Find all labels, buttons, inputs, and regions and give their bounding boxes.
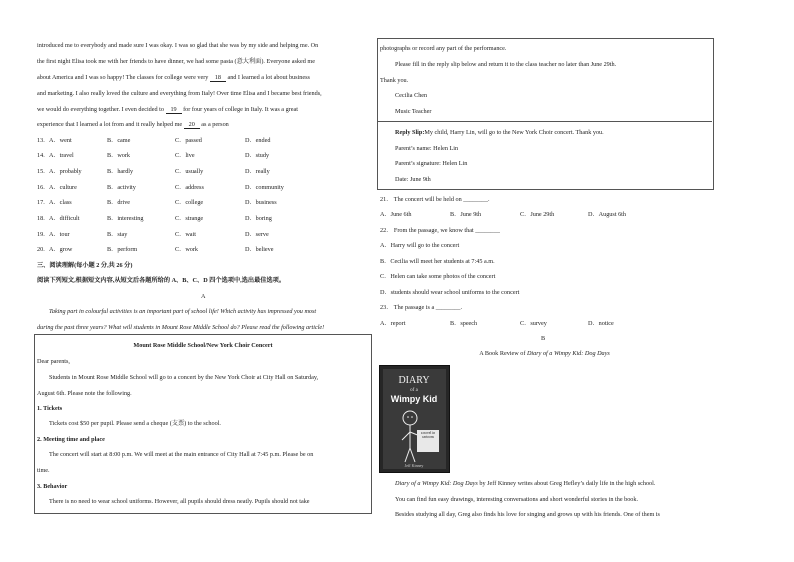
option-b: B．hardly [107, 168, 134, 175]
option-b: B．stay [107, 231, 128, 238]
option-num: 13. [37, 137, 45, 144]
parent-signature: Parent’s signature: Helen Lin [395, 160, 468, 167]
blank-19: 19 [166, 106, 182, 114]
notice-heading-behavior: 3. Behavior [37, 483, 68, 490]
review-line [395, 480, 655, 487]
q23-option-b: B．speech [450, 320, 478, 327]
option-num: 20. [37, 246, 45, 253]
review-book-name: Diary of a Wimpy Kid: Dog Days [395, 480, 478, 487]
cover-title-line1: DIARY [398, 375, 430, 386]
q21-option-c: C．June 29th [520, 211, 555, 218]
option-d: D．believe [245, 246, 274, 253]
option-b: B．work [107, 152, 131, 159]
intro-line: Taking part in colourful activities is an important part of school life! Which activity has impressed you most [49, 308, 317, 315]
option-c: C．address [175, 184, 204, 191]
notice-continued: Please fill in the reply slip below and return it to the class teacher no later than June 29th. [395, 61, 617, 68]
notice-greeting: Dear parents, [37, 358, 70, 365]
q21-option-b: B．June 9th [450, 211, 482, 218]
q22-option-c: C．Helen can take some photos of the concert [380, 273, 496, 280]
option-num: 16. [37, 184, 45, 191]
option-c: C．college [175, 199, 204, 206]
cover-author: Jeff Kinney [404, 463, 424, 468]
notice-body: Students in Mount Rose Middle School will go to a concert by the New York Choir at City Hall on Saturday, [49, 374, 319, 381]
option-a: A．difficult [49, 215, 80, 222]
reply-slip [395, 129, 604, 136]
review-title-book: Diary of a Wimpy Kid: Dog Days [526, 350, 610, 357]
passage-text: and I learned a lot about business [227, 74, 310, 81]
blank-18: 18 [210, 74, 226, 82]
option-num: 19. [37, 231, 45, 238]
option-num: 17. [37, 199, 45, 206]
notice-tickets: Tickets cost $50 per pupil. Please send a cheque (支票) to the school. [49, 420, 221, 427]
question-23: 23． The passage is a ________. [380, 304, 463, 311]
notice-title: Mount Rose Middle School/New York Choir Concert [133, 342, 273, 349]
option-b: B．interesting [107, 215, 144, 222]
option-d: D．boring [245, 215, 272, 222]
passage-line: introduced me to everybody and made sure I was okay. I was so glad that she was by my side and helping me. On [37, 42, 319, 49]
reply-slip-label: Reply Slip: [395, 129, 425, 136]
review-title-prefix: A Book Review of [479, 350, 527, 357]
option-c: C．live [175, 152, 195, 159]
notice-signer-title: Music Teacher [395, 108, 432, 115]
option-c: C．usually [175, 168, 204, 175]
option-b: B．perform [107, 246, 138, 253]
notice-heading-meeting: 2. Meeting time and place [37, 436, 105, 443]
option-d: D．community [245, 184, 284, 191]
reply-divider [378, 121, 712, 122]
option-b: B．came [107, 137, 131, 144]
option-a: A．travel [49, 152, 74, 159]
passage-line: and marketing. I also really loved the culture and everything from Italy! Over time Elisa and I became best friends, [37, 90, 322, 97]
book-cover-image [379, 365, 450, 473]
review-title [377, 350, 712, 357]
notice-heading-tickets: 1. Tickets [37, 405, 63, 412]
intro-line: during the past three years? What will students in Mount Rose Middle School do? Please read the following article! [37, 324, 325, 331]
q22-option-d: D．students should wear school uniforms to the concert [380, 289, 520, 296]
option-d: D．serve [245, 231, 269, 238]
cover-subtitle: a novel in cartoons [420, 431, 436, 439]
option-c: C．strange [175, 215, 204, 222]
passage-line [37, 121, 229, 129]
review-line: Besides studying all day, Greg also finds his love for singing and grows up with his friends. One of them is [395, 511, 660, 518]
notice-behavior: There is no need to wear school uniforms. However, all pupils should dress neatly. Pupils should not take [49, 498, 310, 505]
passage-text: we would do everything together. I even decided to [37, 106, 164, 113]
option-d: D．ended [245, 137, 271, 144]
notice-continued: Thank you. [380, 77, 409, 84]
notice-continued: photographs or record any part of the performance. [380, 45, 507, 52]
passage-text: about America and I was so happy! The classes for college were very [37, 74, 209, 81]
q23-option-a: A．report [380, 320, 406, 327]
cover-title-line3: Wimpy Kid [390, 394, 438, 404]
q22-option-b: B．Cecilia will meet her students at 7:45 a.m. [380, 258, 495, 265]
option-b: B．activity [107, 184, 136, 191]
notice-signer: Cecilia Chen [395, 92, 428, 99]
option-c: C．passed [175, 137, 202, 144]
book-cover-art [380, 366, 449, 472]
notice-meeting: The concert will start at 8:00 p.m. We will meet at the main entrance of City Hall at 7:45 p.m. Please be on [49, 451, 314, 458]
review-line: You can find fun easy drawings, interesting conversations and short wonderful stories in the book. [395, 496, 639, 503]
parent-name: Parent’s name: Helen Lin [395, 145, 459, 152]
option-a: A．class [49, 199, 72, 206]
passage-line [37, 74, 310, 82]
question-22: 22． From the passage, we know that ________ [380, 227, 500, 234]
q21-option-a: A．June 6th [380, 211, 412, 218]
reply-date: Date: June 9th [395, 176, 431, 183]
option-d: D．business [245, 199, 277, 206]
option-d: D．really [245, 168, 270, 175]
review-text: by Jeff Kinney writes about Greg Hefley’s daily life in the high school. [477, 480, 656, 487]
option-c: C．work [175, 246, 199, 253]
passage-text: for four years of college in Italy. It was a great [183, 106, 298, 113]
section-heading: 三、阅读理解(每小题 2 分,共 26 分) [37, 262, 133, 269]
q23-option-c: C．survey [520, 320, 547, 327]
option-num: 14. [37, 152, 45, 159]
blank-20: 20 [184, 121, 200, 129]
option-num: 18. [37, 215, 45, 222]
option-c: C．wait [175, 231, 196, 238]
reply-slip-text: My child, Harry Lin, will go to the New York Choir concert. Thank you. [424, 129, 604, 136]
q21-option-d: D．August 6th [588, 211, 626, 218]
option-a: A．probably [49, 168, 82, 175]
passage-line [37, 106, 298, 114]
notice-body: August 6th. Please note the following. [37, 390, 132, 397]
notice-meeting: time. [37, 467, 50, 474]
question-21: 21． The concert will be held on ________. [380, 196, 490, 203]
option-a: A．tour [49, 231, 70, 238]
q23-option-d: D．notice [588, 320, 614, 327]
option-a: A．grow [49, 246, 73, 253]
option-d: D．study [245, 152, 270, 159]
section-instruction: 阅读下列短文,根据短文内容,从短文后各题所给的 A、B、C、D 四个选项中,选出最佳选项。 [37, 277, 286, 284]
passage-b-label: B [541, 335, 546, 342]
option-a: A．went [49, 137, 72, 144]
q22-option-a: A．Harry will go to the concert [380, 242, 460, 249]
passage-text: as a person [201, 121, 229, 128]
option-b: B．drive [107, 199, 131, 206]
passage-line: the first night Elisa took me with her friends to have dinner, we had some pasta (意大利面). Everyone asked me [37, 58, 315, 65]
option-num: 15. [37, 168, 45, 175]
passage-a-label: A [201, 293, 206, 300]
passage-text: experience that I learned a lot from and it really helped me [37, 121, 183, 128]
cover-title-line2: of a [410, 388, 418, 393]
option-a: A．culture [49, 184, 77, 191]
